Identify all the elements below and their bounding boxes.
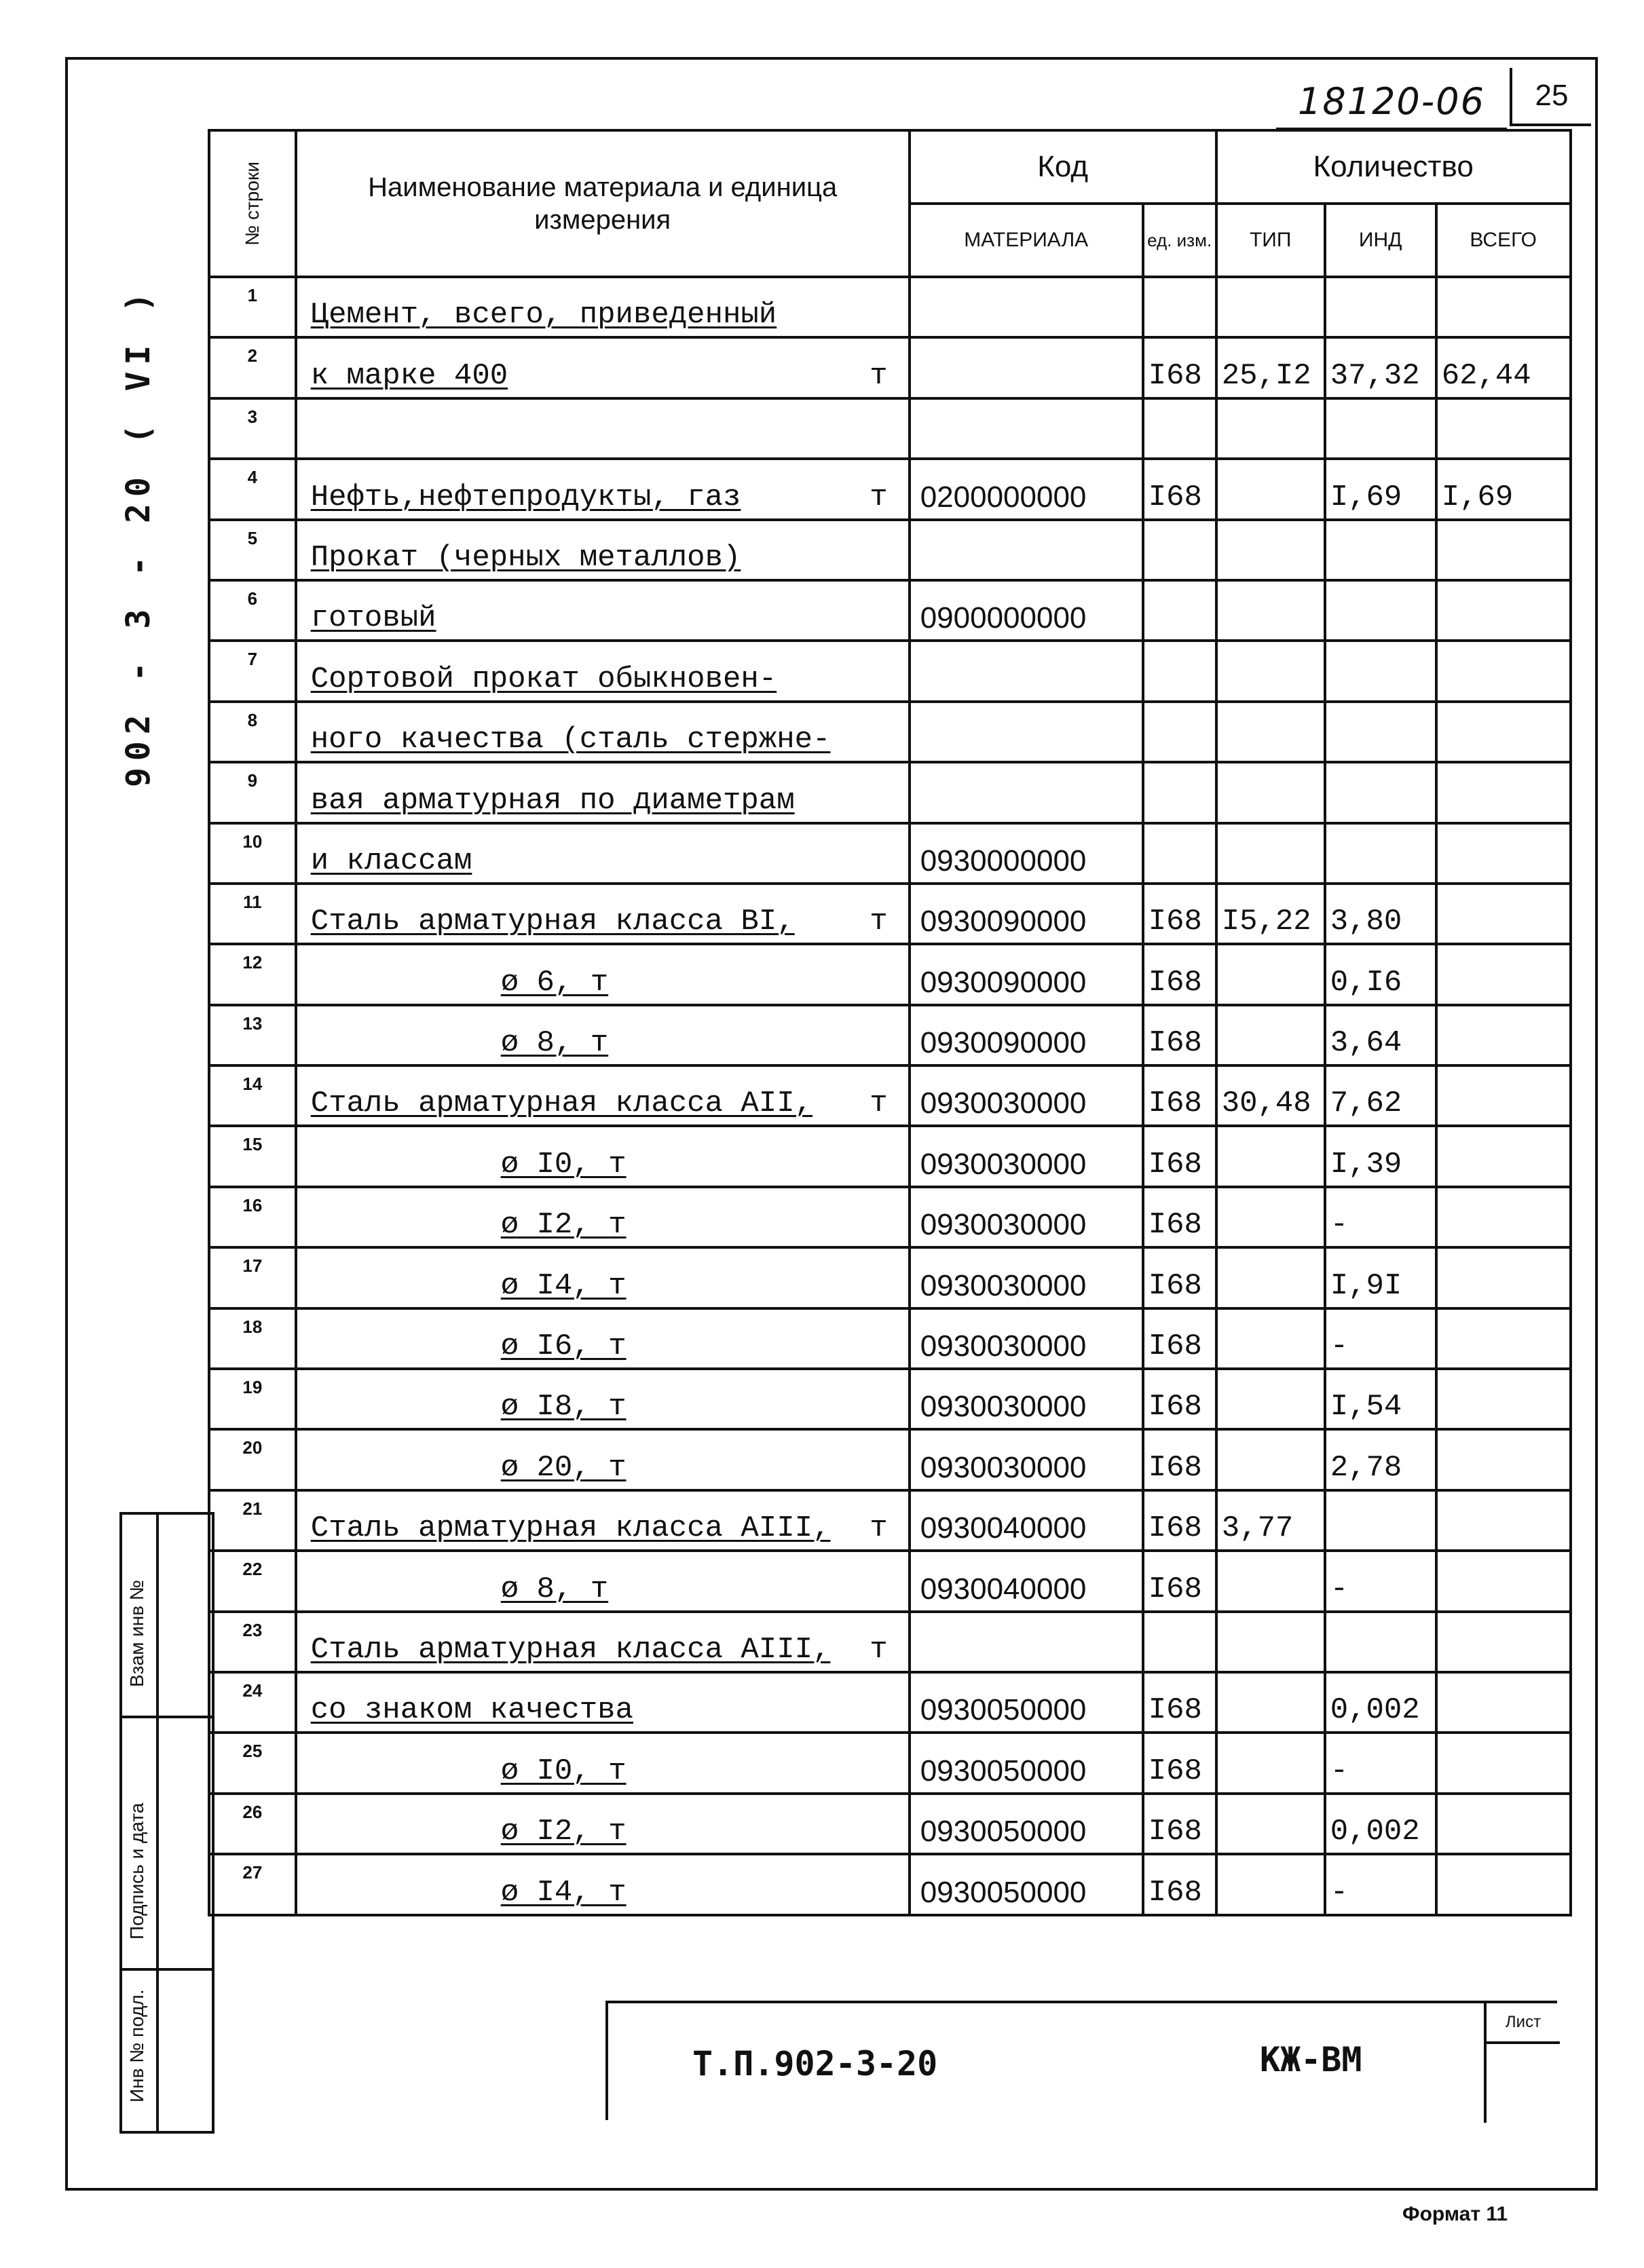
- title-block-code: Т.П.902-3-20: [692, 2044, 938, 2083]
- row-number: 14: [209, 1065, 296, 1126]
- col-header-row-no: № строки: [209, 130, 296, 277]
- material-name-cell: [296, 277, 910, 337]
- row-number: 8: [209, 702, 296, 762]
- table-row: [209, 1672, 1571, 1733]
- material-name: Сталь арматурная класса АII,: [310, 1086, 813, 1121]
- material-name-cell: [296, 580, 910, 641]
- material-name: ø I0, т: [500, 1147, 627, 1182]
- material-name: ного качества (сталь стержне-: [310, 723, 831, 757]
- table-row: [209, 1065, 1571, 1126]
- row-number: 24: [209, 1672, 296, 1733]
- material-name-cell: [296, 1854, 910, 1914]
- table-row: [209, 277, 1571, 337]
- qty-typ: [1216, 1612, 1325, 1672]
- material-name: ø 6, т: [500, 965, 609, 1000]
- qty-total: [1436, 1672, 1571, 1733]
- unit-code: I68: [1143, 1854, 1216, 1914]
- row-number: 26: [209, 1794, 296, 1854]
- material-name-cell: [296, 944, 910, 1004]
- material-name: Сталь арматурная класса BI,: [310, 905, 795, 939]
- qty-ind: I,39: [1325, 1126, 1436, 1186]
- row-number: 10: [209, 823, 296, 884]
- qty-typ: [1216, 459, 1325, 519]
- qty-typ: [1216, 1733, 1325, 1793]
- unit-code: I68: [1143, 1247, 1216, 1308]
- unit-code: [1143, 277, 1216, 337]
- material-name-cell: [296, 1429, 910, 1490]
- qty-typ: [1216, 1308, 1325, 1369]
- unit-code: I68: [1143, 1672, 1216, 1733]
- material-code: 0930040000: [910, 1551, 1143, 1611]
- col-header-code-material: МАТЕРИАЛА: [910, 204, 1143, 277]
- material-code: 0930050000: [910, 1672, 1143, 1733]
- qty-typ: [1216, 277, 1325, 337]
- qty-total: [1436, 944, 1571, 1004]
- qty-ind: 7,62: [1325, 1065, 1436, 1126]
- qty-typ: [1216, 1187, 1325, 1247]
- material-name: Прокат (черных металлов): [310, 540, 741, 575]
- row-number: 15: [209, 1126, 296, 1186]
- material-name: ø I2, т: [500, 1815, 627, 1849]
- qty-ind: [1325, 762, 1436, 823]
- material-name-cell: [296, 702, 910, 762]
- material-code: [910, 641, 1143, 701]
- row-number: 9: [209, 762, 296, 823]
- format-label: Формат 11: [1402, 2203, 1508, 2225]
- material-name-cell: [296, 1126, 910, 1186]
- qty-typ: [1216, 398, 1325, 459]
- row-number: 4: [209, 459, 296, 519]
- qty-typ: [1216, 641, 1325, 701]
- material-code: [910, 520, 1143, 580]
- qty-ind: -: [1325, 1733, 1436, 1793]
- qty-total: [1436, 398, 1571, 459]
- qty-typ: [1216, 1429, 1325, 1490]
- table-row: [209, 702, 1571, 762]
- material-code: 0930030000: [910, 1187, 1143, 1247]
- qty-ind: I,9I: [1325, 1247, 1436, 1308]
- qty-ind: 0,002: [1325, 1794, 1436, 1854]
- unit-code: I68: [1143, 1429, 1216, 1490]
- unit-code: [1143, 823, 1216, 884]
- materials-table: [208, 129, 1572, 1916]
- table-row: [209, 762, 1571, 823]
- table-row: [209, 520, 1571, 580]
- table-row: [209, 398, 1571, 459]
- row-number: 19: [209, 1369, 296, 1429]
- qty-typ: [1216, 1551, 1325, 1611]
- qty-typ: [1216, 1005, 1325, 1065]
- table-row: [209, 337, 1571, 398]
- unit-code: [1143, 762, 1216, 823]
- qty-typ: [1216, 1126, 1325, 1186]
- qty-typ: [1216, 944, 1325, 1004]
- qty-ind: 2,78: [1325, 1429, 1436, 1490]
- row-number: 7: [209, 641, 296, 701]
- unit-code: [1143, 580, 1216, 641]
- stamp-cell-signature: [121, 1717, 157, 1969]
- material-code: 0930090000: [910, 944, 1143, 1004]
- material-name: вая арматурная по диаметрам: [310, 783, 795, 818]
- qty-ind: 37,32: [1325, 337, 1436, 398]
- material-name: Сталь арматурная класса АIII,: [310, 1511, 831, 1546]
- title-block-sheet-label: Лист: [1487, 2003, 1560, 2044]
- material-name-cell: [296, 1247, 910, 1308]
- title-block-sheet-cell: [1484, 2003, 1560, 2123]
- qty-total: [1436, 1490, 1571, 1551]
- table-row: [209, 1794, 1571, 1854]
- qty-total: [1436, 1126, 1571, 1186]
- material-name-cell: [296, 337, 910, 398]
- qty-typ: I5,22: [1216, 884, 1325, 944]
- qty-total: [1436, 823, 1571, 884]
- qty-ind: I,54: [1325, 1369, 1436, 1429]
- material-name: ø 8, т: [500, 1026, 609, 1061]
- table-row: [209, 1490, 1571, 1551]
- material-name-cell: [296, 1490, 910, 1551]
- material-unit: т: [870, 480, 888, 514]
- unit-code: I68: [1143, 1308, 1216, 1369]
- unit-code: I68: [1143, 944, 1216, 1004]
- row-number: 3: [209, 398, 296, 459]
- material-code: 0930050000: [910, 1854, 1143, 1914]
- material-name: ø I4, т: [500, 1875, 627, 1910]
- qty-ind: [1325, 580, 1436, 641]
- row-number: 11: [209, 884, 296, 944]
- material-unit: т: [870, 1632, 888, 1667]
- material-name: со знаком качества: [310, 1693, 633, 1728]
- material-name-cell: [296, 1612, 910, 1672]
- stamp-field-replacement: [157, 1513, 213, 1717]
- table-row: [209, 1126, 1571, 1186]
- material-name: ø 8, т: [500, 1572, 609, 1606]
- qty-ind: -: [1325, 1308, 1436, 1369]
- title-block-mark: КЖ-ВМ: [1260, 2040, 1362, 2079]
- qty-typ: [1216, 580, 1325, 641]
- qty-ind: -: [1325, 1854, 1436, 1914]
- table-row: [209, 1429, 1571, 1490]
- material-name-cell: [296, 1005, 910, 1065]
- row-number: 13: [209, 1005, 296, 1065]
- qty-total: [1436, 1187, 1571, 1247]
- material-unit: т: [870, 905, 888, 939]
- sheet-number: 25: [1510, 68, 1591, 126]
- unit-code: I68: [1143, 459, 1216, 519]
- qty-total: [1436, 580, 1571, 641]
- qty-ind: [1325, 823, 1436, 884]
- table-row: [209, 459, 1571, 519]
- material-unit: т: [870, 358, 888, 393]
- stamp-field-inventory: [157, 1969, 213, 2132]
- material-name: Сортовой прокат обыкновен-: [310, 662, 777, 696]
- col-header-code-unit: ед. изм.: [1143, 204, 1216, 277]
- row-number: 2: [209, 337, 296, 398]
- document-code: 18120-06: [1276, 80, 1507, 130]
- qty-total: 62,44: [1436, 337, 1571, 398]
- unit-code: [1143, 398, 1216, 459]
- title-block: [605, 2001, 1557, 2120]
- material-name: Сталь арматурная класса АIII,: [310, 1632, 831, 1667]
- table-row: [209, 580, 1571, 641]
- unit-code: I68: [1143, 1005, 1216, 1065]
- material-name: ø I2, т: [500, 1208, 627, 1243]
- table-row: [209, 884, 1571, 944]
- qty-typ: [1216, 1854, 1325, 1914]
- row-number: 23: [209, 1612, 296, 1672]
- material-name: готовый: [310, 601, 436, 636]
- material-code: 0930030000: [910, 1308, 1143, 1369]
- row-number: 17: [209, 1247, 296, 1308]
- qty-typ: [1216, 1794, 1325, 1854]
- table-row: [209, 1612, 1571, 1672]
- vertical-project-code: 902 - 3 - 20 ( VI ): [119, 285, 157, 787]
- row-number: 21: [209, 1490, 296, 1551]
- material-name-cell: [296, 1065, 910, 1126]
- table-row: [209, 1369, 1571, 1429]
- unit-code: I68: [1143, 1490, 1216, 1551]
- qty-typ: [1216, 762, 1325, 823]
- material-code: [910, 398, 1143, 459]
- row-number: 20: [209, 1429, 296, 1490]
- qty-typ: [1216, 1247, 1325, 1308]
- material-code: [910, 277, 1143, 337]
- qty-typ: [1216, 1369, 1325, 1429]
- unit-code: [1143, 641, 1216, 701]
- qty-ind: [1325, 1490, 1436, 1551]
- material-code: 0930030000: [910, 1247, 1143, 1308]
- qty-total: [1436, 1308, 1571, 1369]
- qty-total: [1436, 1794, 1571, 1854]
- qty-typ: 3,77: [1216, 1490, 1325, 1551]
- material-name: ø I6, т: [500, 1329, 627, 1364]
- qty-typ: [1216, 823, 1325, 884]
- qty-ind: [1325, 1612, 1436, 1672]
- stamp-cell-inventory: [121, 1969, 157, 2132]
- qty-total: [1436, 1551, 1571, 1611]
- qty-ind: [1325, 702, 1436, 762]
- material-code: 0930050000: [910, 1733, 1143, 1793]
- qty-ind: 0,I6: [1325, 944, 1436, 1004]
- qty-total: [1436, 762, 1571, 823]
- qty-total: [1436, 1733, 1571, 1793]
- qty-typ: [1216, 520, 1325, 580]
- table-row: [209, 823, 1571, 884]
- material-code: [910, 762, 1143, 823]
- qty-ind: I,69: [1325, 459, 1436, 519]
- unit-code: I68: [1143, 1551, 1216, 1611]
- material-name-cell: [296, 1551, 910, 1611]
- unit-code: I68: [1143, 1794, 1216, 1854]
- row-number: 12: [209, 944, 296, 1004]
- material-name-cell: [296, 884, 910, 944]
- material-code: [910, 702, 1143, 762]
- table-body: [209, 277, 1571, 1915]
- row-number: 18: [209, 1308, 296, 1369]
- unit-code: [1143, 520, 1216, 580]
- qty-ind: 0,002: [1325, 1672, 1436, 1733]
- material-name-cell: [296, 762, 910, 823]
- table-row: [209, 1187, 1571, 1247]
- col-header-qty-typ: ТИП: [1216, 204, 1325, 277]
- material-code: 0930090000: [910, 884, 1143, 944]
- qty-total: [1436, 1065, 1571, 1126]
- qty-total: [1436, 884, 1571, 944]
- table-row: [209, 1854, 1571, 1914]
- table-row: [209, 1551, 1571, 1611]
- unit-code: I68: [1143, 1126, 1216, 1186]
- qty-typ: 25,I2: [1216, 337, 1325, 398]
- material-name-cell: [296, 459, 910, 519]
- material-code: 0930030000: [910, 1429, 1143, 1490]
- qty-total: [1436, 702, 1571, 762]
- unit-code: I68: [1143, 1187, 1216, 1247]
- qty-typ: 30,48: [1216, 1065, 1325, 1126]
- qty-ind: [1325, 520, 1436, 580]
- row-number: 6: [209, 580, 296, 641]
- row-number: 1: [209, 277, 296, 337]
- material-name: к марке 400: [310, 358, 508, 393]
- qty-total: I,69: [1436, 459, 1571, 519]
- stamp-label-inventory: Инв № подл.: [126, 1989, 147, 2102]
- material-name: ø I4, т: [500, 1268, 627, 1303]
- material-code: 0930040000: [910, 1490, 1143, 1551]
- stamp-field-signature: [157, 1717, 213, 1969]
- table-row: [209, 1005, 1571, 1065]
- material-name-cell: [296, 520, 910, 580]
- material-name: ø I0, т: [500, 1754, 627, 1788]
- qty-total: [1436, 1612, 1571, 1672]
- material-name: Нефть,нефтепродукты, газ: [310, 480, 741, 514]
- col-header-code-group: Код: [910, 130, 1216, 204]
- qty-total: [1436, 1854, 1571, 1914]
- material-name: Цемент, всего, приведенный: [310, 298, 777, 333]
- material-name-cell: [296, 398, 910, 459]
- row-number: 27: [209, 1854, 296, 1914]
- qty-total: [1436, 1429, 1571, 1490]
- table-row: [209, 1733, 1571, 1793]
- material-name: ø 20, т: [500, 1450, 627, 1485]
- material-name-cell: [296, 823, 910, 884]
- table-row: [209, 1308, 1571, 1369]
- unit-code: I68: [1143, 1369, 1216, 1429]
- unit-code: I68: [1143, 337, 1216, 398]
- qty-total: [1436, 1247, 1571, 1308]
- side-stamp: [119, 1512, 214, 2134]
- col-header-name: Наименование материала и единица измерения: [296, 130, 910, 277]
- qty-total: [1436, 1369, 1571, 1429]
- qty-ind: 3,64: [1325, 1005, 1436, 1065]
- stamp-label-signature: Подпись и дата: [126, 1802, 147, 1940]
- material-name-cell: [296, 1369, 910, 1429]
- material-code: 0930090000: [910, 1005, 1143, 1065]
- stamp-label-replacement: Взам инв №: [126, 1580, 147, 1687]
- material-unit: т: [870, 1511, 888, 1546]
- qty-total: [1436, 277, 1571, 337]
- qty-ind: -: [1325, 1551, 1436, 1611]
- unit-code: I68: [1143, 884, 1216, 944]
- qty-total: [1436, 520, 1571, 580]
- material-name-cell: [296, 1733, 910, 1793]
- unit-code: [1143, 1612, 1216, 1672]
- material-name-cell: [296, 1308, 910, 1369]
- unit-code: I68: [1143, 1733, 1216, 1793]
- material-name: и классам: [310, 844, 472, 878]
- material-name-cell: [296, 1672, 910, 1733]
- table-row: [209, 641, 1571, 701]
- material-code: 0930030000: [910, 1126, 1143, 1186]
- row-number: 22: [209, 1551, 296, 1611]
- qty-ind: 3,80: [1325, 884, 1436, 944]
- material-name-cell: [296, 1794, 910, 1854]
- qty-ind: [1325, 398, 1436, 459]
- material-unit: т: [870, 1086, 888, 1121]
- col-header-qty-total: ВСЕГО: [1436, 204, 1571, 277]
- qty-total: [1436, 641, 1571, 701]
- material-code: 0930050000: [910, 1794, 1143, 1854]
- material-code: 0900000000: [910, 580, 1143, 641]
- qty-ind: [1325, 277, 1436, 337]
- material-name-cell: [296, 1187, 910, 1247]
- material-code: [910, 337, 1143, 398]
- unit-code: [1143, 702, 1216, 762]
- material-name-cell: [296, 641, 910, 701]
- material-name: ø I8, т: [500, 1390, 627, 1424]
- qty-typ: [1216, 1672, 1325, 1733]
- material-code: [910, 1612, 1143, 1672]
- qty-ind: -: [1325, 1187, 1436, 1247]
- row-number: 5: [209, 520, 296, 580]
- col-header-qty-ind: ИНД: [1325, 204, 1436, 277]
- row-number: 25: [209, 1733, 296, 1793]
- qty-typ: [1216, 702, 1325, 762]
- row-number: 16: [209, 1187, 296, 1247]
- unit-code: I68: [1143, 1065, 1216, 1126]
- table-row: [209, 1247, 1571, 1308]
- qty-ind: [1325, 641, 1436, 701]
- material-code: 0200000000: [910, 459, 1143, 519]
- table-row: [209, 944, 1571, 1004]
- col-header-qty-group: Количество: [1216, 130, 1571, 204]
- material-code: 0930030000: [910, 1369, 1143, 1429]
- material-code: 0930000000: [910, 823, 1143, 884]
- qty-total: [1436, 1005, 1571, 1065]
- stamp-cell-replacement: [121, 1513, 157, 1717]
- material-code: 0930030000: [910, 1065, 1143, 1126]
